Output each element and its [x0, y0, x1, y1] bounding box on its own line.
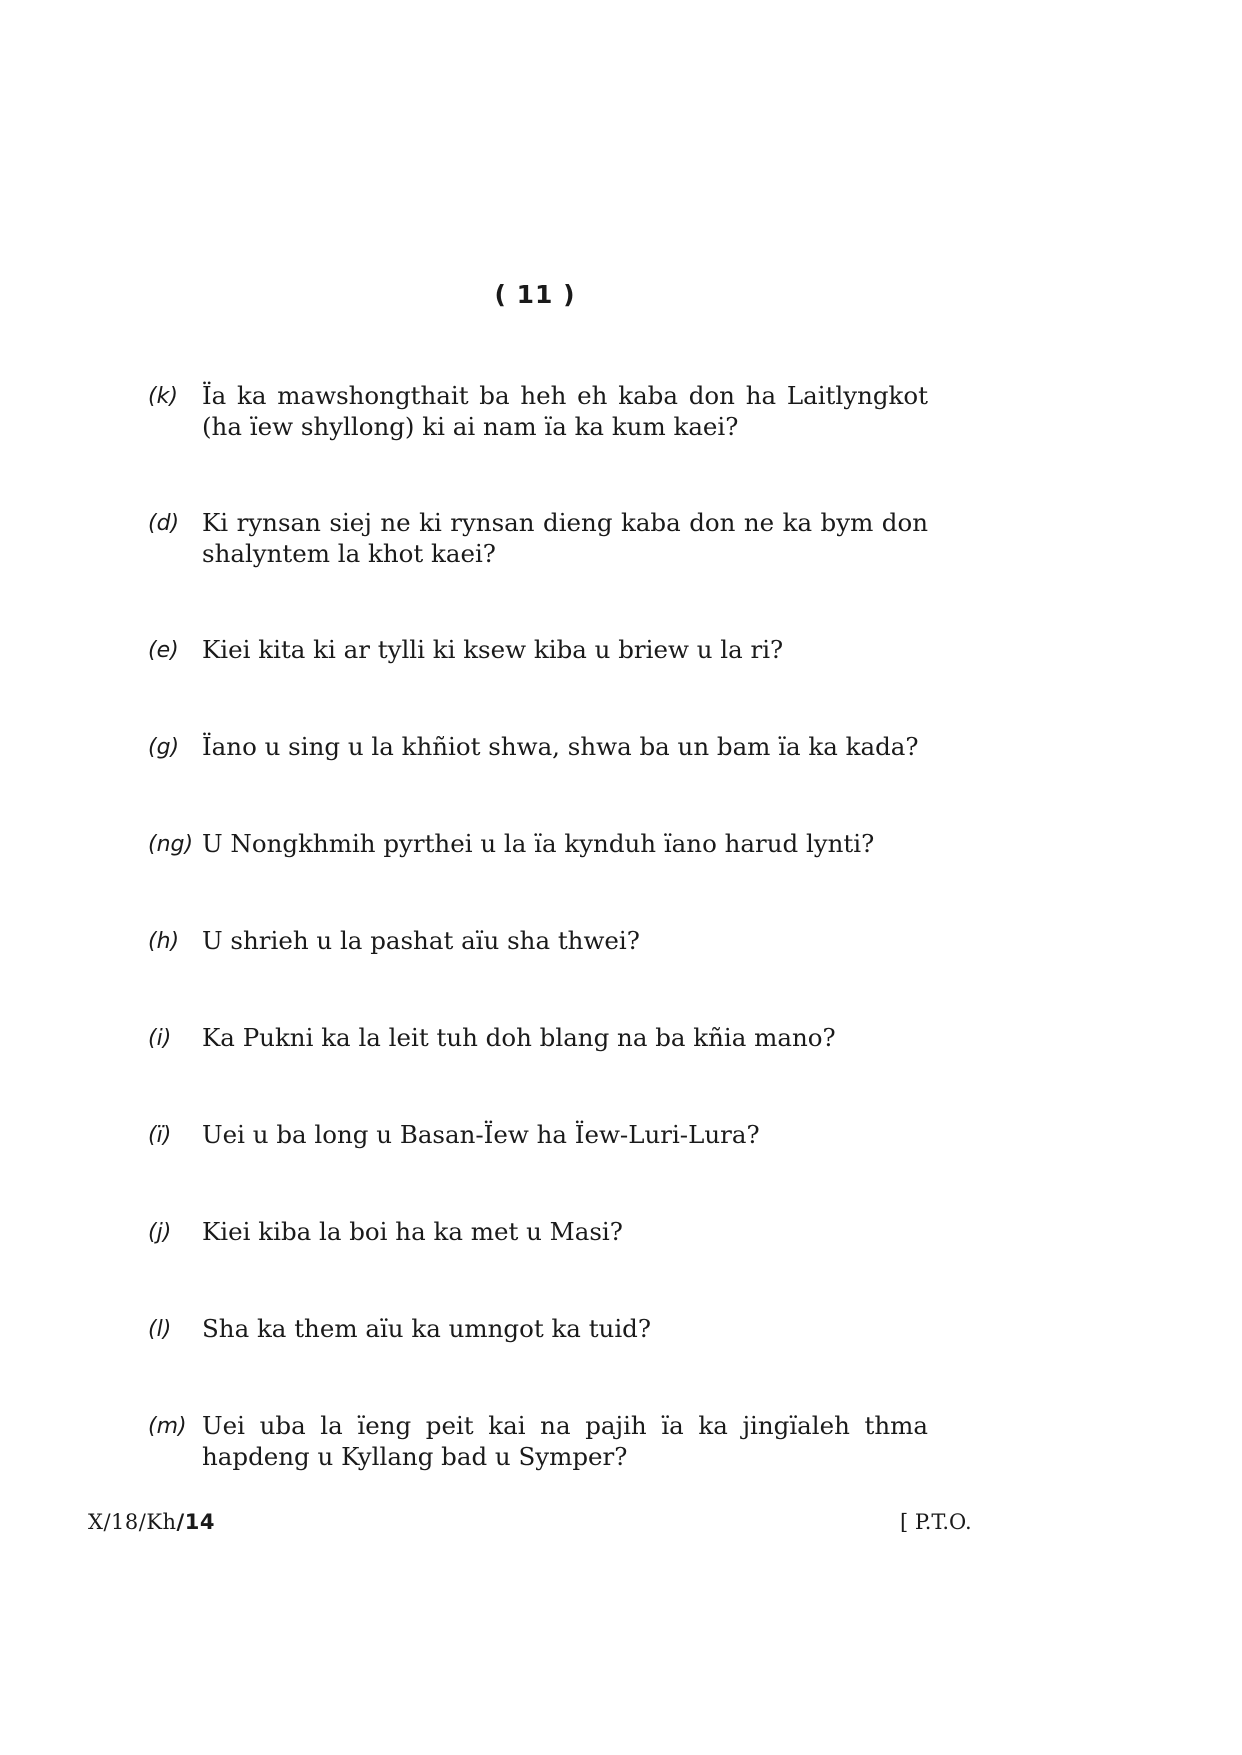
question-label: (j)	[148, 1220, 172, 1245]
question-text: Uei uba la ïeng peit kai na pajih ïa ka jingïaleh thma hapdeng u Kyllang bad u Symper?	[202, 1411, 928, 1471]
question-text: Ki rynsan siej ne ki rynsan dieng kaba don ne ka bym don shalyntem la khot kaei?	[202, 508, 928, 568]
question-text: Ïano u sing u la khñiot shwa, shwa ba un bam ïa ka kada?	[202, 732, 919, 761]
question-item	[148, 828, 928, 860]
question-label: (ï)	[148, 1123, 172, 1148]
question-label: (l)	[148, 1317, 172, 1342]
paper-code-suffix: /14	[176, 1510, 215, 1534]
question-text: Uei u ba long u Basan-Ïew ha Ïew-Luri-Lura?	[202, 1120, 760, 1149]
question-item	[148, 634, 928, 666]
question-label: (k)	[148, 384, 178, 409]
question-text: U shrieh u la pashat aïu sha thwei?	[202, 926, 640, 955]
question-text: U Nongkhmih pyrthei u la ïa kynduh ïano harud lynti?	[202, 829, 875, 858]
question-label: (h)	[148, 929, 180, 954]
please-turn-over: [ P.T.O.	[900, 1510, 972, 1534]
page-number: ( 11 )	[494, 280, 576, 309]
question-item	[148, 1119, 928, 1151]
question-text: Ïa ka mawshongthait ba heh eh kaba don ha Laitlyngkot (ha ïew shyllong) ki ai nam ïa ka kum kaei?	[202, 381, 928, 441]
question-item	[148, 925, 928, 957]
paper-code-prefix: X/18/Kh	[88, 1510, 177, 1534]
question-label: (g)	[148, 735, 180, 760]
paper-code	[88, 1510, 215, 1534]
question-label: (i)	[148, 1026, 172, 1051]
question-item	[148, 380, 928, 442]
question-label: (e)	[148, 638, 179, 663]
question-text: Ka Pukni ka la leit tuh doh blang na ba kñia mano?	[202, 1023, 836, 1052]
question-item	[148, 731, 928, 763]
question-item	[148, 507, 928, 569]
question-text: Sha ka them aïu ka umngot ka tuid?	[202, 1314, 651, 1343]
question-label: (ng)	[148, 832, 194, 857]
question-item	[148, 1216, 928, 1248]
question-label: (d)	[148, 511, 180, 536]
question-item	[148, 1022, 928, 1054]
question-item	[148, 1313, 928, 1345]
question-text: Kiei kita ki ar tylli ki ksew kiba u briew u la ri?	[202, 635, 784, 664]
question-text: Kiei kiba la boi ha ka met u Masi?	[202, 1217, 623, 1246]
question-item	[148, 1410, 928, 1472]
question-label: (m)	[148, 1414, 187, 1439]
